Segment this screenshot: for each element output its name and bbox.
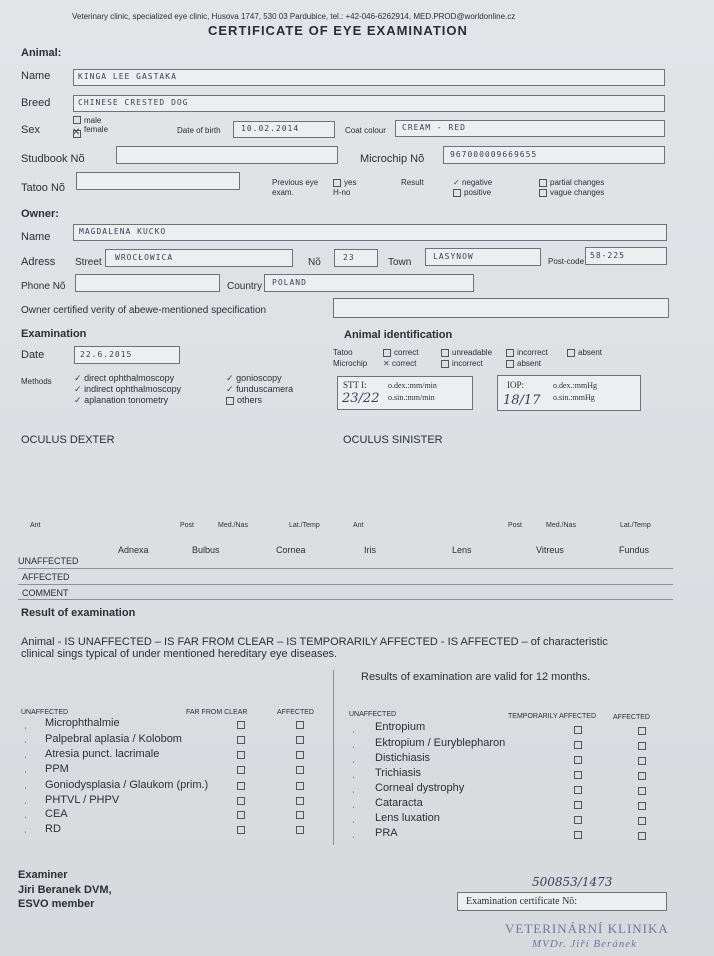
method-tonometry[interactable] bbox=[74, 395, 168, 406]
tick-icon: ˌ bbox=[24, 794, 28, 805]
sex-label: Sex bbox=[21, 124, 40, 136]
affected-checkbox-5[interactable] bbox=[296, 782, 304, 790]
breed-value: CHINESE CRESTED DOG bbox=[78, 98, 189, 107]
tatoo-incorrect-checkbox bbox=[506, 349, 514, 357]
tick-icon: ˌ bbox=[352, 828, 356, 839]
negative-label: negative bbox=[461, 178, 493, 187]
clinic-address-line: Veterinary clinic, specialized eye clinic, Husova 1747, 530 03 Pardubice, tel.: +42-046-6262914, MED.PROD@worldonline.cz bbox=[72, 12, 516, 21]
far-checkbox-6[interactable] bbox=[237, 797, 245, 805]
result-label: Result bbox=[401, 178, 424, 187]
country-value: POLAND bbox=[272, 278, 307, 287]
far-checkbox-7[interactable] bbox=[237, 811, 245, 819]
result-section-label: Result of examination bbox=[21, 607, 136, 619]
clinic-stamp-line-1: VETERINÁRNÍ KLINIKA bbox=[505, 921, 669, 936]
tatoo-field[interactable] bbox=[76, 172, 240, 190]
temp-checkbox-5[interactable] bbox=[574, 786, 582, 794]
left-head-affected: AFFECTED bbox=[277, 709, 314, 716]
postcode-label: Post-code bbox=[548, 257, 585, 266]
sin-ant-label: Ant bbox=[353, 522, 364, 529]
positive-checkbox bbox=[453, 189, 461, 197]
temp-checkbox-8[interactable] bbox=[574, 831, 582, 839]
owner-name-label: Name bbox=[21, 231, 51, 243]
vague-checkbox bbox=[539, 189, 547, 197]
tatoo-incorrect-label: incorrect bbox=[517, 348, 548, 357]
iop-value: 18/17 bbox=[503, 393, 541, 408]
female-label: female bbox=[84, 125, 109, 134]
microchip-label: Microchip Nõ bbox=[360, 153, 425, 165]
sin-lattemp-label: Lat./Temp bbox=[620, 522, 651, 529]
negative-check-icon: ✓ bbox=[453, 178, 460, 187]
disease-right-2: Ektropium / Euryblepharon bbox=[375, 737, 506, 749]
house-no-field[interactable] bbox=[334, 249, 378, 267]
row-divider bbox=[18, 599, 673, 600]
examiner-label: Examiner bbox=[18, 869, 68, 881]
positive-label: positive bbox=[464, 188, 492, 197]
stt-dex-label: o.dex.:mm/min bbox=[388, 381, 437, 390]
check-icon: ✕ bbox=[383, 359, 390, 368]
id-tatoo-label: Tatoo bbox=[333, 348, 353, 357]
disease-right-8: PRA bbox=[375, 827, 398, 839]
col-iris: Iris bbox=[364, 545, 376, 555]
phone-label: Phone Nõ bbox=[21, 281, 66, 292]
far-checkbox-4[interactable] bbox=[237, 766, 245, 774]
r-affected-checkbox-4[interactable] bbox=[638, 772, 646, 780]
right-head-temporarily: TEMPORARILY AFFECTED bbox=[508, 713, 597, 720]
disease-column-divider bbox=[333, 670, 334, 845]
owner-signature-field[interactable] bbox=[333, 298, 669, 318]
street-label: Street bbox=[75, 257, 102, 268]
result-positive[interactable] bbox=[453, 188, 491, 197]
disease-right-7: Lens luxation bbox=[375, 812, 440, 824]
temp-checkbox-7[interactable] bbox=[574, 816, 582, 824]
clinic-stamp-line-2: MVDr. Jiří Beránek bbox=[532, 938, 638, 950]
method-indirect[interactable] bbox=[74, 384, 181, 395]
tatoo-unreadable[interactable] bbox=[441, 348, 492, 357]
col-cornea: Cornea bbox=[276, 545, 306, 555]
tatoo-absent[interactable] bbox=[567, 348, 602, 357]
row-comment-label: COMMENT bbox=[22, 588, 69, 598]
left-head-unaffected: UNAFFECTED bbox=[21, 709, 69, 716]
microchip-value: 967000009669655 bbox=[450, 150, 538, 159]
result-statement-line-1: Animal - IS UNAFFECTED – IS FAR FROM CLEAR – IS TEMPORARILY AFFECTED - IS AFFECTED – of characteristic bbox=[21, 636, 608, 648]
dex-post-label: Post bbox=[180, 522, 195, 529]
check-icon: ✓ bbox=[74, 384, 82, 394]
method-direct-label: direct ophthalmoscopy bbox=[84, 373, 175, 383]
tick-icon: ˌ bbox=[352, 783, 356, 794]
oculus-dexter-label: OCULUS DEXTER bbox=[21, 434, 115, 446]
female-checkmark-icon: ✕ bbox=[72, 127, 81, 138]
tick-icon: ˌ bbox=[352, 738, 356, 749]
disease-right-4: Trichiasis bbox=[375, 767, 422, 779]
tick-icon: ˌ bbox=[352, 813, 356, 824]
check-icon: ✓ bbox=[226, 384, 234, 394]
yes-label: yes bbox=[344, 178, 357, 187]
examination-section-label: Examination bbox=[21, 328, 87, 340]
studbook-label: Studbook Nõ bbox=[21, 153, 85, 165]
tick-icon: ˌ bbox=[24, 719, 28, 730]
certificate-number-label: Examination certificate Nõ: bbox=[466, 896, 578, 907]
temp-checkbox-6[interactable] bbox=[574, 801, 582, 809]
far-checkbox-5[interactable] bbox=[237, 782, 245, 790]
microchip-incorrect-label: incorrect bbox=[452, 359, 483, 368]
identification-section-label: Animal identification bbox=[344, 329, 453, 341]
r-affected-checkbox-1[interactable] bbox=[638, 727, 646, 735]
sin-mednas-label: Med./Nas bbox=[546, 522, 576, 529]
row-affected-label: AFFECTED bbox=[22, 572, 70, 582]
tick-icon: ˌ bbox=[24, 808, 28, 819]
method-indirect-label: indirect ophthalmoscopy bbox=[84, 384, 182, 394]
affected-checkbox-1[interactable] bbox=[296, 721, 304, 729]
col-adnexa: Adnexa bbox=[118, 545, 149, 555]
temp-checkbox-2[interactable] bbox=[574, 741, 582, 749]
check-icon: ✓ bbox=[74, 373, 82, 383]
oculus-sinister-label: OCULUS SINISTER bbox=[343, 434, 443, 446]
dex-ant-label: Ant bbox=[30, 522, 41, 529]
tick-icon: ˌ bbox=[24, 823, 28, 834]
breed-label: Breed bbox=[21, 97, 51, 109]
method-direct[interactable] bbox=[74, 373, 174, 384]
postcode-value: 58-225 bbox=[590, 251, 625, 260]
address-label: Adress bbox=[21, 256, 56, 268]
dob-value: 10.02.2014 bbox=[241, 124, 300, 133]
microchip-incorrect-checkbox bbox=[441, 360, 449, 368]
house-no-label: Nõ bbox=[308, 257, 321, 268]
tatoo-absent-label: absent bbox=[578, 348, 603, 357]
prev-exam-no[interactable] bbox=[333, 188, 350, 197]
tick-icon: ˌ bbox=[352, 798, 356, 809]
exam-date-value: 22.6.2015 bbox=[80, 350, 133, 359]
far-checkbox-2[interactable] bbox=[237, 736, 245, 744]
town-label: Town bbox=[388, 257, 412, 268]
r-affected-checkbox-2[interactable] bbox=[638, 742, 646, 750]
partial-label: partial changes bbox=[550, 178, 605, 187]
partial-checkbox bbox=[539, 179, 547, 187]
tick-icon: ˌ bbox=[24, 763, 28, 774]
result-statement-line-2: clinical sings typical of under mentioned hereditary eye diseases. bbox=[21, 648, 338, 660]
col-vitreus: Vitreus bbox=[536, 545, 564, 555]
far-checkbox-8[interactable] bbox=[237, 826, 245, 834]
exam-date-label: Date bbox=[21, 349, 45, 361]
tick-icon: ˌ bbox=[352, 723, 356, 734]
validity-note: Results of examination are valid for 12 months. bbox=[361, 671, 591, 683]
iop-sin-label: o.sin.:mmHg bbox=[553, 393, 595, 402]
microchip-correct[interactable] bbox=[383, 359, 416, 368]
coat-colour-value: CREAM - RED bbox=[402, 123, 466, 132]
tatoo-correct-checkbox bbox=[383, 349, 391, 357]
owner-certify-label: Owner certified verity of abewe-mentioned specification bbox=[21, 305, 267, 316]
result-vague[interactable] bbox=[539, 188, 604, 197]
house-no-value: 23 bbox=[343, 253, 355, 262]
dob-label: Date of birth bbox=[177, 126, 221, 135]
method-others[interactable] bbox=[226, 395, 262, 405]
disease-left-6: PHTVL / PHPV bbox=[45, 794, 120, 806]
yes-checkbox bbox=[333, 179, 341, 187]
col-lens: Lens bbox=[452, 545, 472, 555]
microchip-absent-label: absent bbox=[517, 359, 542, 368]
row-unaffected-label: UNAFFECTED bbox=[18, 556, 79, 566]
street-value: WROCŁOWICA bbox=[115, 253, 174, 262]
owner-section-label: Owner: bbox=[21, 208, 59, 220]
dex-lattemp-label: Lat./Temp bbox=[289, 522, 320, 529]
disease-right-6: Cataracta bbox=[375, 797, 423, 809]
row-divider bbox=[18, 568, 673, 569]
affected-checkbox-2[interactable] bbox=[296, 736, 304, 744]
r-affected-checkbox-5[interactable] bbox=[638, 787, 646, 795]
tatoo-label: Tatoo Nõ bbox=[21, 182, 66, 194]
r-affected-checkbox-3[interactable] bbox=[638, 757, 646, 765]
no-label: no bbox=[341, 188, 351, 197]
temp-checkbox-4[interactable] bbox=[574, 771, 582, 779]
temp-checkbox-1[interactable] bbox=[574, 726, 582, 734]
result-negative[interactable] bbox=[453, 178, 492, 187]
owner-name-value: MAGDALENA KUCKO bbox=[79, 227, 167, 236]
certificate-title: CERTIFICATE OF EYE EXAMINATION bbox=[208, 23, 468, 38]
certificate-number-value: 500853/1473 bbox=[532, 875, 613, 889]
dex-mednas-label: Med./Nas bbox=[218, 522, 248, 529]
stt-label: STT I: bbox=[343, 380, 367, 390]
tatoo-absent-checkbox bbox=[567, 349, 575, 357]
male-checkbox[interactable] bbox=[73, 116, 81, 124]
stt-value: 23/22 bbox=[342, 391, 380, 406]
disease-left-1: Microphthalmie bbox=[45, 717, 120, 729]
studbook-field[interactable] bbox=[116, 146, 338, 164]
row-divider bbox=[18, 584, 673, 585]
microchip-correct-label: correct bbox=[391, 359, 417, 368]
tick-icon: ˌ bbox=[352, 753, 356, 764]
tick-icon: ˌ bbox=[352, 768, 356, 779]
check-icon: ✓ bbox=[226, 373, 234, 383]
r-affected-checkbox-7[interactable] bbox=[638, 817, 646, 825]
coat-colour-label: Coat colour bbox=[345, 126, 386, 135]
town-value: LASYNOW bbox=[433, 252, 474, 261]
r-affected-checkbox-8[interactable] bbox=[638, 832, 646, 840]
male-label: male bbox=[84, 116, 102, 125]
disease-left-5: Goniodysplasia / Glaukom (prim.) bbox=[45, 779, 209, 791]
examiner-title: ESVO member bbox=[18, 898, 95, 910]
disease-left-8: RD bbox=[45, 823, 61, 835]
method-funduscamera[interactable] bbox=[226, 384, 293, 395]
no-mark: H- bbox=[333, 188, 342, 197]
r-affected-checkbox-6[interactable] bbox=[638, 802, 646, 810]
phone-field[interactable] bbox=[75, 274, 220, 292]
tatoo-incorrect[interactable] bbox=[506, 348, 548, 357]
method-gonioscopy[interactable] bbox=[226, 373, 282, 384]
right-head-unaffected: UNAFFECTED bbox=[349, 711, 397, 718]
disease-right-5: Corneal dystrophy bbox=[375, 782, 465, 794]
others-checkbox bbox=[226, 397, 234, 405]
sin-post-label: Post bbox=[508, 522, 523, 529]
microchip-absent-checkbox bbox=[506, 360, 514, 368]
disease-right-3: Distichiasis bbox=[375, 752, 431, 764]
method-funduscamera-label: funduscamera bbox=[236, 384, 294, 394]
method-others-label: others bbox=[237, 395, 263, 405]
country-label: Country bbox=[227, 281, 263, 292]
microchip-incorrect[interactable] bbox=[441, 359, 483, 368]
previous-exam-label: Previous eye bbox=[272, 178, 319, 187]
temp-checkbox-3[interactable] bbox=[574, 756, 582, 764]
disease-left-3: Atresia punct. lacrimale bbox=[45, 748, 160, 760]
affected-checkbox-7[interactable] bbox=[296, 811, 304, 819]
animal-section-label: Animal: bbox=[21, 47, 62, 59]
disease-right-1: Entropium bbox=[375, 721, 426, 733]
affected-checkbox-8[interactable] bbox=[296, 826, 304, 834]
far-checkbox-1[interactable] bbox=[237, 721, 245, 729]
prev-exam-yes[interactable] bbox=[333, 178, 356, 187]
left-head-far-from-clear: FAR FROM CLEAR bbox=[186, 709, 248, 716]
tick-icon: ˌ bbox=[24, 779, 28, 790]
previous-exam-label-2: exam. bbox=[272, 188, 294, 197]
tatoo-correct-label: correct bbox=[394, 348, 419, 357]
method-gonioscopy-label: gonioscopy bbox=[236, 373, 282, 383]
iop-label: IOP: bbox=[507, 380, 525, 390]
examiner-name: Jiri Beranek DVM, bbox=[18, 884, 112, 896]
tatoo-unreadable-checkbox bbox=[441, 349, 449, 357]
tatoo-correct[interactable] bbox=[383, 348, 418, 357]
affected-checkbox-6[interactable] bbox=[296, 797, 304, 805]
animal-name-value: KINGA LEE GASTAKA bbox=[78, 72, 177, 81]
disease-left-4: PPM bbox=[45, 763, 69, 775]
disease-left-2: Palpebral aplasia / Kolobom bbox=[45, 733, 182, 745]
vague-label: vague changes bbox=[550, 188, 605, 197]
animal-name-label: Name bbox=[21, 70, 51, 82]
right-head-affected: AFFECTED bbox=[613, 714, 650, 721]
microchip-absent[interactable] bbox=[506, 359, 541, 368]
tick-icon: ˌ bbox=[24, 733, 28, 744]
tick-icon: ˌ bbox=[24, 748, 28, 759]
result-partial[interactable] bbox=[539, 178, 604, 187]
iop-dex-label: o.dex.:mmHg bbox=[553, 381, 597, 390]
col-fundus: Fundus bbox=[619, 545, 650, 555]
disease-left-7: CEA bbox=[45, 808, 68, 820]
affected-checkbox-4[interactable] bbox=[296, 766, 304, 774]
tatoo-unreadable-label: unreadable bbox=[452, 348, 493, 357]
methods-label: Methods bbox=[21, 377, 52, 386]
affected-checkbox-3[interactable] bbox=[296, 751, 304, 759]
col-bulbus: Bulbus bbox=[192, 545, 220, 555]
far-checkbox-3[interactable] bbox=[237, 751, 245, 759]
stt-sin-label: o.sin.:mm/min bbox=[388, 393, 435, 402]
method-tonometry-label: aplanation tonometry bbox=[84, 395, 169, 405]
check-icon: ✓ bbox=[74, 395, 82, 405]
id-microchip-label: Microchip bbox=[333, 359, 368, 368]
